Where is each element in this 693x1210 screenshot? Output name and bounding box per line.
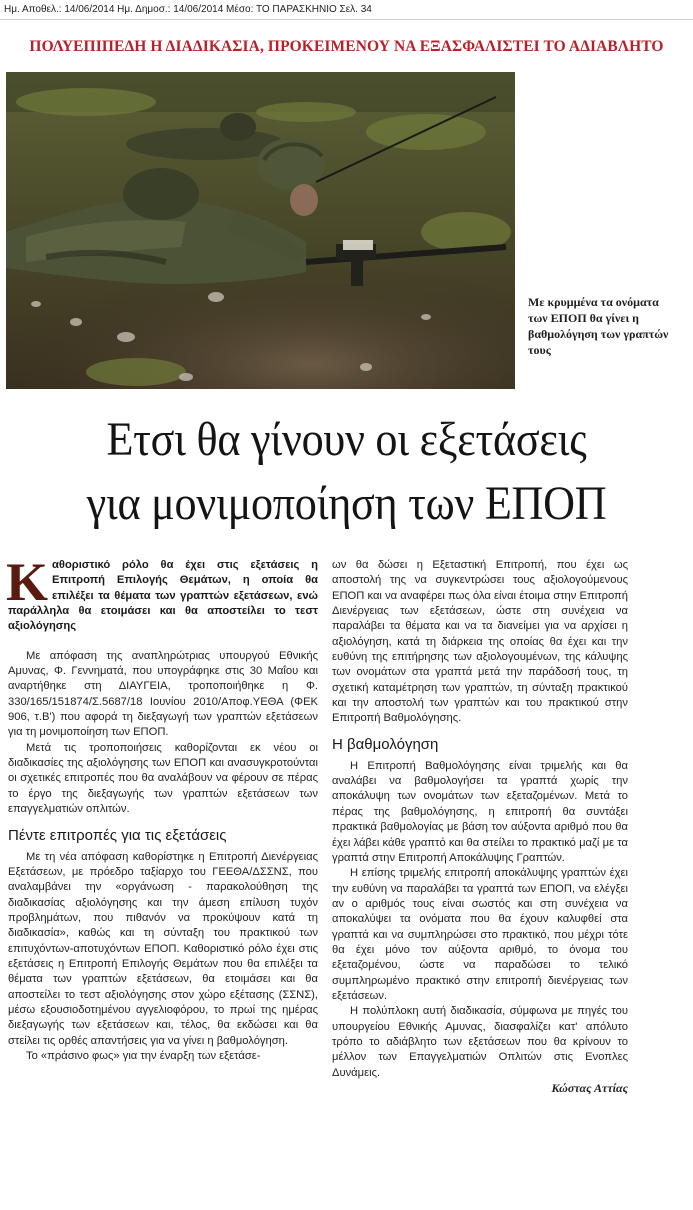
clipping-meta-bar: Ημ. Αποθελ.: 14/06/2014 Ημ. Δημοσ.: 14/06/2014 Μέσο: ΤΟ ΠΑΡΑΣΚΗΝΙΟ Σελ. 34	[0, 0, 693, 20]
paragraph: Μετά τις τροποποιήσεις καθορίζονται εκ νέου οι διαδικασίες της αξιολόγησης των ΕΠΟΠ και ανασυγκροτούνται οι σχετικές επιτροπές που θα αναλάβουν να φέρουν σε πέρας το έργο της διεξαγωγής των γραπτών εξετάσεων των επαγγελματιών οπλιτών.	[8, 741, 318, 816]
article-photo	[6, 72, 515, 389]
photo-caption: Με κρυμμένα τα ονόματα των ΕΠΟΠ θα γίνει η βαθμολόγηση των γραπτών τους	[528, 295, 669, 357]
paragraph: Το «πράσινο φως» για την έναρξη των εξετάσε-	[26, 1049, 261, 1062]
paragraph: Η πολύπλοκη αυτή διαδικασία, σύμφωνα με πηγές του υπουργείου Εθνικής Αμυνας, διασφαλίζει κατ' απόλυτο τρόπο το αδιάβλητο των εξετάσεων που θα κρίνουν το μέλλον των Επαγγελματιών Οπλιτών στις Ενοπλες Δυνάμεις.	[332, 1005, 628, 1079]
article-headline	[28, 408, 666, 536]
article-lead	[6, 552, 318, 635]
subheading: Η βαθμολόγηση	[332, 735, 439, 753]
subheading: Πέντε επιτροπές για τις εξετάσεις	[8, 826, 227, 844]
headline-line-2: για μονιμοποίηση των ΕΠΟΠ	[86, 477, 607, 530]
lead-text: αθοριστικό ρόλο θα έχει στις εξετάσεις η Επιτροπή Επιλογής Θεμάτων, η οποία θα επιλέξει τα θέματα των γραπτών εξετάσεων, ενώ παράλληλα θα ετοιμάσει και θα αποστείλει το τεστ αξιολόγησης	[8, 559, 318, 633]
article-column-right	[332, 558, 628, 1096]
paragraph: Με τη νέα απόφαση καθορίστηκε η Επιτροπή Διενέργειας Εξετάσεων, με πρόεδρο ταξίαρχο του ΓΕΕΘΑ/ΔΣΣΝΣ, που αναλαμβάνει την «οργάνωση - παρακολούθηση της διαδικασίας αξιολόγησης και την άμεση επίλυση τυχόν προβλημάτων, που πιθανόν να προκύψουν κατά τη διαδικασία», καθώς και τη σύνταξη του πρακτικού των επιτυχόντων-αποτυχόντων ΕΠΟΠ. Καθοριστικό ρόλο έχει στις εξετάσεις η Επιτροπή Επιλογής Θεμάτων που θα επιλέξει τα θέματα των γραπτών εξετάσεων, θα ετοιμάσει και θα αποστείλει το τεστ αξιολόγησης στον χώρο εξέτασης (ΣΣΝΣ), μέσω εξουσιοδοτημένου αγγελιοφόρου, το πρωί της ημέρας διεξαγωγής των εξετάσεων και, τέλος, θα εκδώσει και θα στείλει τις ορθές απαντήσεις για να γίνει η βαθμολόγηση.	[8, 850, 318, 1047]
paragraph: Η Επιτροπή Βαθμολόγησης είναι τριμελής και θα αναλάβει να βαθμολογήσει τα γραπτά χωρίς την αποκάλυψη των ονομάτων των εξεταζομένων. Μετά το πέρας της βαθμολόγησης, η επιτροπή θα συντάξει πρακτικά βαθμολογίας με βάση τον αύξοντα αριθμό που θα έχει λάβει κάθε γραπτό και θα στείλει το πρακτικό μαζί με τα γραπτά στην Επιτροπή Αποκάλυψης Γραπτών.	[332, 759, 628, 864]
soldier-photo-illustration	[6, 72, 515, 389]
paragraph: ων θα δώσει η Εξεταστική Επιτροπή, που έχει ως αποστολή της να συγκεντρώσει τους αξιολογούμενους ΕΠΟΠ και να αναφέρει πως όλα είναι έτοιμα στην Επιτροπή Διενέργειας των εξετάσεων, ώστε στη συνέχεια να παραλάβει τα θέματα και να τα διανείμει για να αρχίσει η αξιολόγηση, κατά τη διάρκεια της οποίας θα έχει και την ευθύνη της επιτήρησης των αξιολογουμένων, της κάλυψης των ονομάτων στα γραπτά μετά την παράδοσή τους, τη σχετική καταμέτρηση των γραπτών, τη σύνταξη πρακτικού και την αποστολή των γραπτών και του πρακτικού στην Επιτροπή Βαθμολόγησης.	[332, 559, 628, 725]
article-column-left	[6, 552, 318, 1064]
headline-line-1: Ετσι θα γίνουν οι εξετάσεις	[106, 413, 587, 466]
drop-cap: Κ	[6, 552, 49, 612]
article-kicker: ΠΟΛΥΕΠΙΠΕΔΗ Η ΔΙΑΔΙΚΑΣΙΑ, ΠΡΟΚΕΙΜΕΝΟΥ ΝΑ ΕΞΑΣΦΑΛΙΣΤΕΙ ΤΟ ΑΔΙΑΒΛΗΤΟ	[29, 38, 664, 55]
paragraph: Η επίσης τριμελής επιτροπή αποκάλυψης γραπτών έχει την ευθύνη να παραλάβει τα γραπτά των ΕΠΟΠ, να ελέγξει αν ο αριθμός τους είναι σωστός και στη συνέχεια να αποκαλύψει τα ονόματα που θα έχουν καλυφθεί στα γραπτά και να συμπληρώσει στο πρακτικό, που μέχρι τότε θα έχει μόνο τον αύξοντα αριθμό, το όνομα του εξεταζομένου, ώστε να παραδώσει το τελικό συμπληρωμένο πρακτικό στην επιτροπή διενέργειας των εξετάσεων.	[332, 867, 628, 1002]
paragraph: Με απόφαση της αναπληρώτριας υπουργού Εθνικής Αμυνας, Φ. Γεννηματά, που υπογράφηκε στις 30 Μαΐου και αναρτήθηκε στη ΔΙΑΥΓΕΙΑ, τροποποιήθηκε η Φ. 330/165/151874/Σ.5687/18 Ιουνίου 2010/Αποφ.ΥΕΘΑ (ΦΕΚ 906, τ.Β') που αφορά τη διεξαγωγή των γραπτών εξετάσεων για τη μονιμοποίηση των ΕΠΟΠ.	[8, 649, 318, 739]
author-byline: Κώστας Αττίας	[551, 1081, 628, 1095]
